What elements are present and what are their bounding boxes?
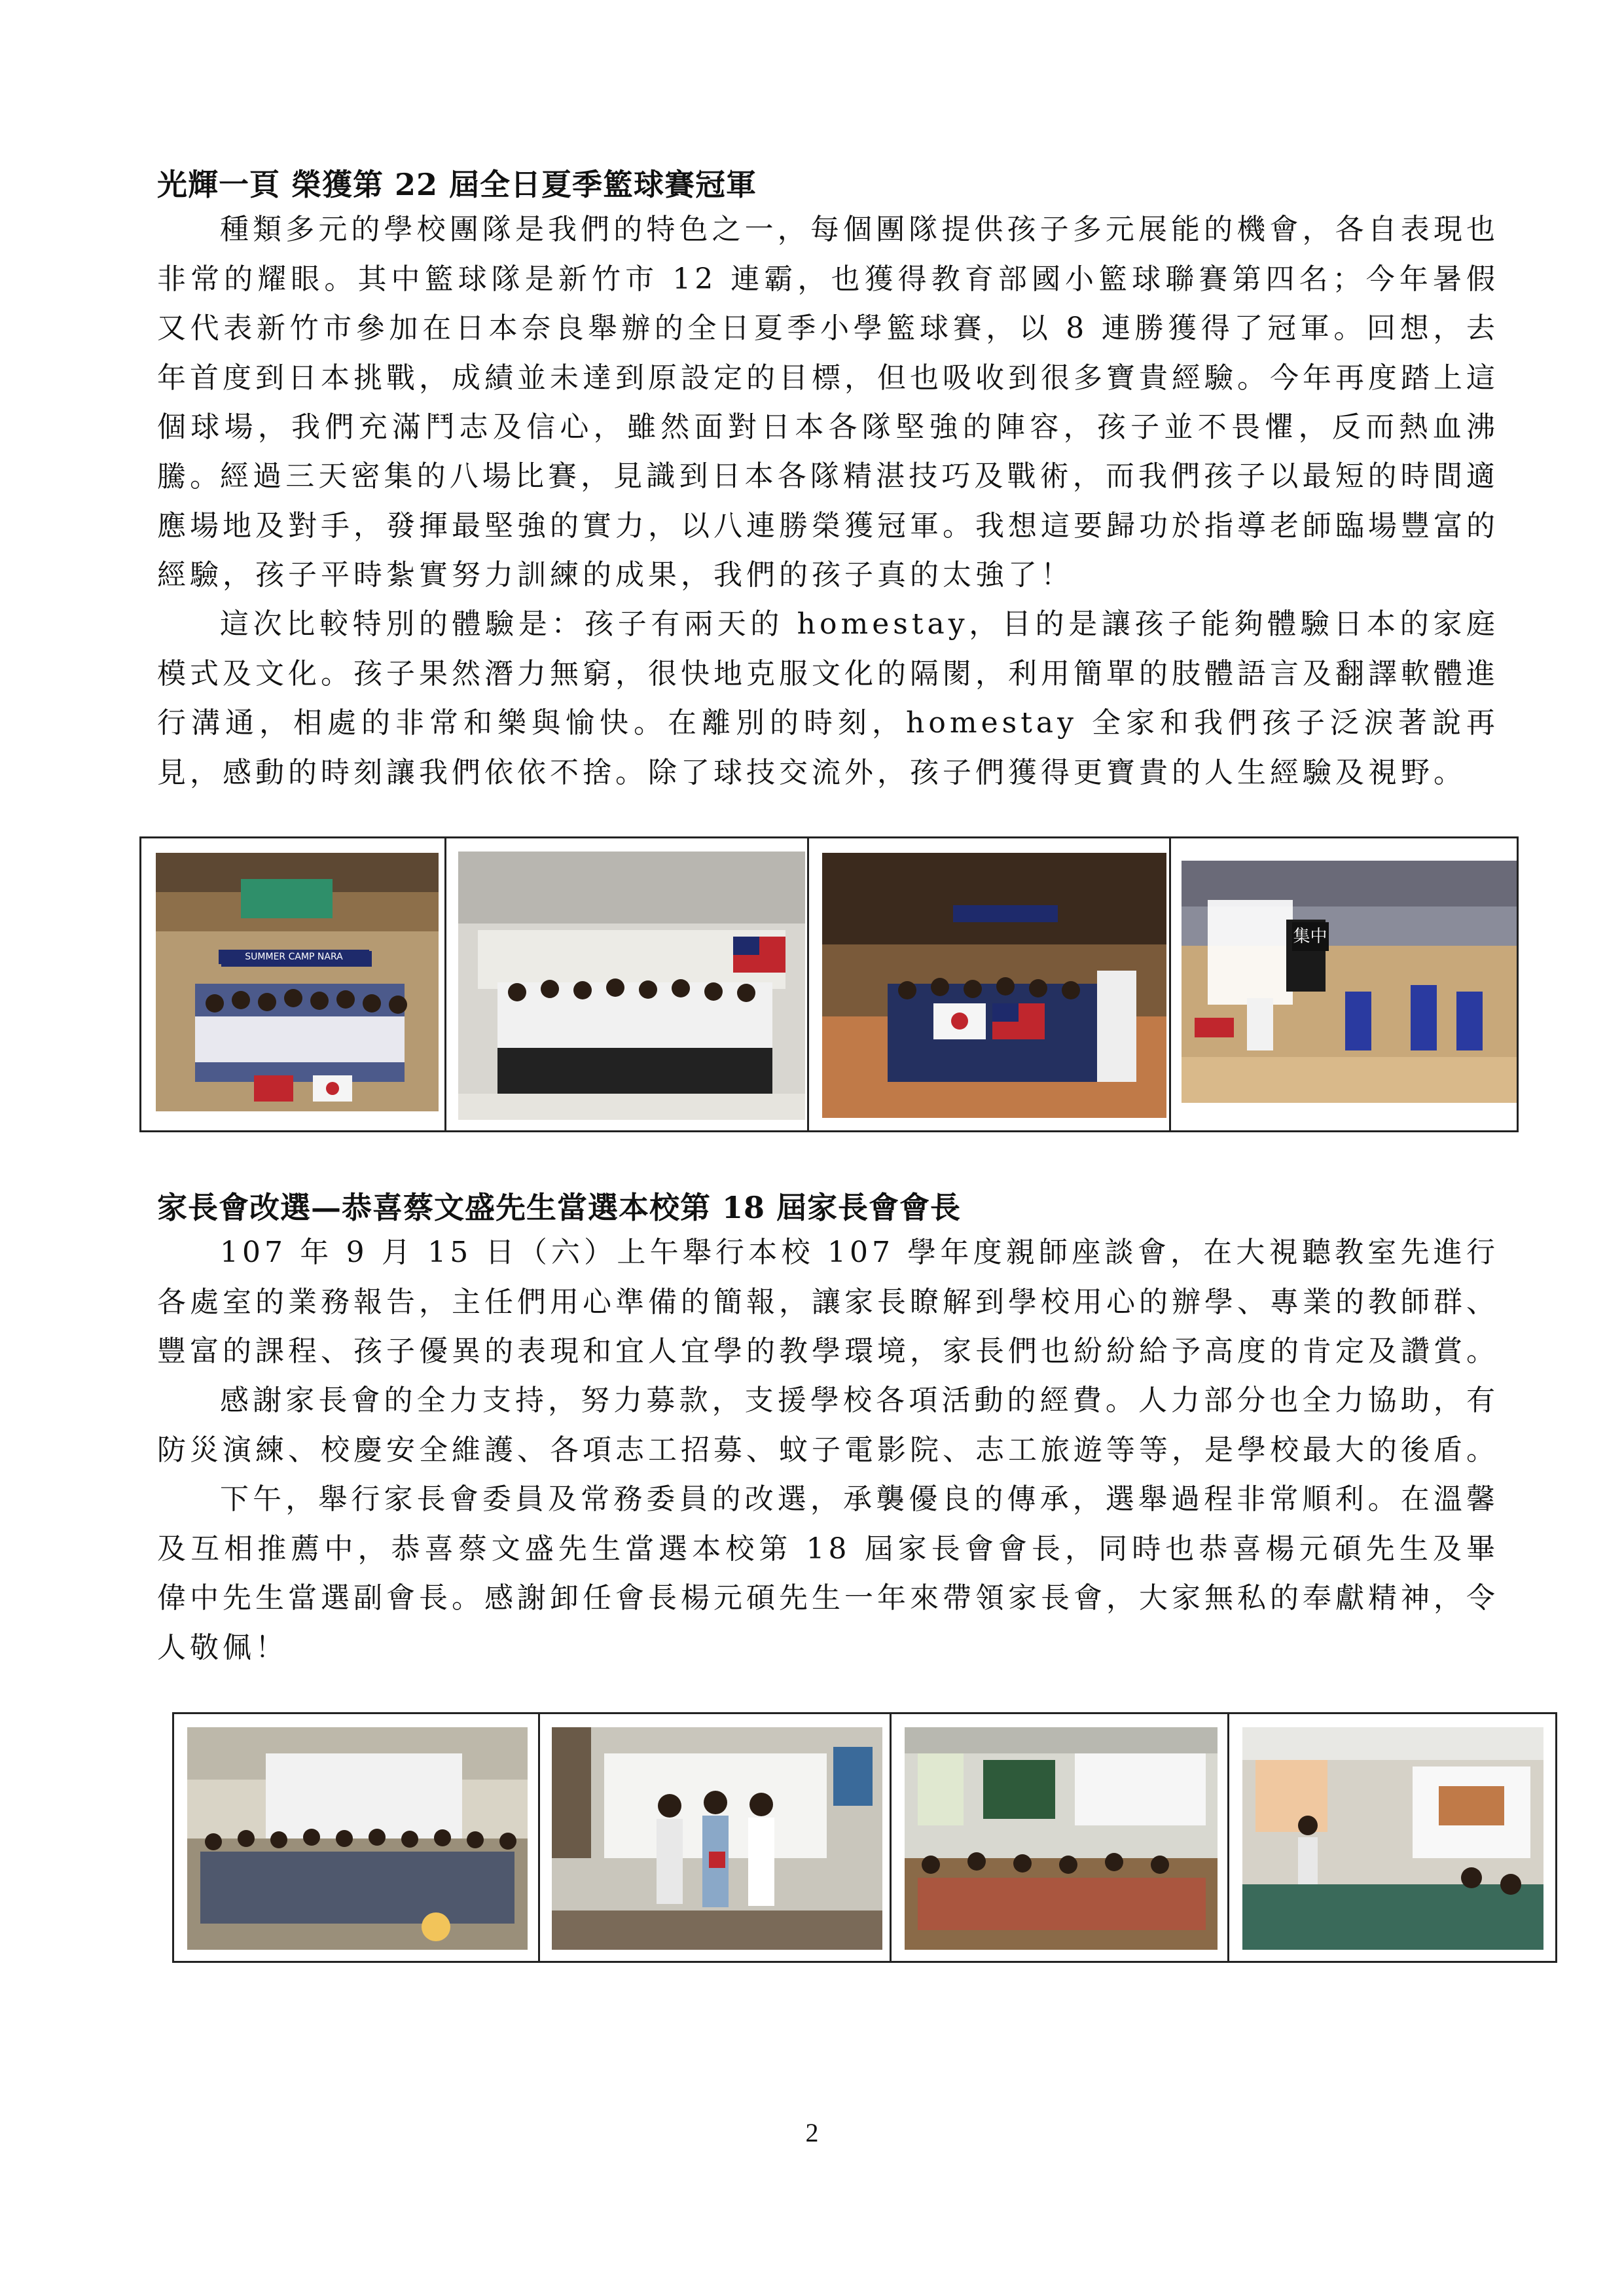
photo-cell <box>809 838 1170 1130</box>
paragraph-basketball-3: 這次比較特別的體驗是：孩子有兩天的 homestay，目的是讓孩子能夠體驗日本的家庭模式及文化。孩子果然潛力無窮，很快地克服文化的隔閡，利用簡單的肢體語言及翻譯軟體進行溝通，相處的非常和樂與愉快。在離別的時刻，homestay 全家和我們孩子泛淚著說再見，感動的時刻讓我們依依不捨。除了球技交流外，孩子們獲得更寶貴的人生經驗及視野。 <box>157 607 1499 789</box>
paragraph-parents-3: 下午，舉行家長會委員及常務委員的改選，承襲優良的傳承，選舉過程非常順利。在溫馨及互相推薦中，恭喜蔡文盛先生當選本校第 18 屆家長會會長，同時也恭喜楊元碩先生及畢偉中先生當選副會長。感謝卸任會長楊元碩先生一年來帶領家長會，大家無私的奉獻精神，令人敬佩！ <box>157 1482 1499 1664</box>
paragraph-basketball-1: 種類多元的學校團隊是我們的特色之一，每個團隊提供孩子多元展能的機會，各自表現也非常的耀眼。其中籃球隊是新竹市 12 連霸，也獲得教育部國小籃球聯賽第四名；今年暑假又代表新竹市參加在日本奈良舉辦的全日夏季小學籃球賽，以 8 連勝獲得了冠軍。回想，去年首度到日本挑戰，成績並未達到原設定的目標，但也吸收到很多寶貴經驗。今年再度踏上這個球場，我們充滿鬥志及信心，雖然面對日本各隊堅強的陣容，孩子並不畏懼，反而熱血沸騰。 <box>157 213 1499 493</box>
paragraph-basketball-2: 經過三天密集的八場比賽，見識到日本各隊精湛技巧及戰術，而我們孩子以最短的時間適應場地及對手，發揮最堅強的實力，以八連勝榮獲冠軍。我想這要歸功於指導老師臨場豐富的經驗，孩子平時紮實努力訓練的成果，我們的孩子真的太強了！ <box>157 459 1499 592</box>
team-photo-flags <box>822 853 1166 1118</box>
classroom-presentation-photo <box>1242 1727 1543 1950</box>
president-handover-photo <box>552 1727 882 1950</box>
photo-cell <box>540 1714 892 1961</box>
photo-cell <box>174 1714 540 1961</box>
photo-table-parents <box>172 1712 1557 1963</box>
photo-cell <box>141 838 446 1130</box>
paragraph-parents-2: 感謝家長會的全力支持，努力募款，支援學校各項活動的經費。人力部分也全力協助，有防災演練、校慶安全維護、各項志工招募、蚊子電影院、志工旅遊等等，是學校最大的後盾。 <box>157 1384 1499 1467</box>
game-photo-court <box>1182 861 1517 1103</box>
photo-table-basketball <box>139 836 1519 1132</box>
photo-cell <box>1229 1714 1555 1961</box>
photo-cell <box>892 1714 1229 1961</box>
photo-cell <box>1171 838 1517 1130</box>
classroom-meeting-photo <box>905 1727 1218 1950</box>
section-title-parents-association: 家長會改選—恭喜蔡文盛先生當選本校第 18 屆家長會會長 <box>157 1190 962 1225</box>
team-photo-room <box>458 852 805 1120</box>
parents-group-photo <box>187 1727 528 1950</box>
photo-cell <box>446 838 809 1130</box>
court-sign: 集中 <box>1292 922 1329 951</box>
camp-banner: SUMMER CAMP NARA <box>219 950 369 964</box>
section-title-basketball: 光輝一頁 榮獲第 22 屆全日夏季籃球賽冠軍 <box>157 167 757 202</box>
paragraph-parents-1: 107 年 9 月 15 日（六）上午舉行本校 107 學年度親師座談會，在大視聽教室先進行各處室的業務報告，主任們用心準備的簡報，讓家長瞭解到學校用心的辦學、專業的教師群、豐富的課程、孩子優異的表現和宜人宜學的教學環境，家長們也紛紛給予高度的肯定及讚賞。 <box>157 1236 1499 1368</box>
team-photo-gym <box>156 853 439 1111</box>
page-number: 2 <box>805 2118 819 2147</box>
